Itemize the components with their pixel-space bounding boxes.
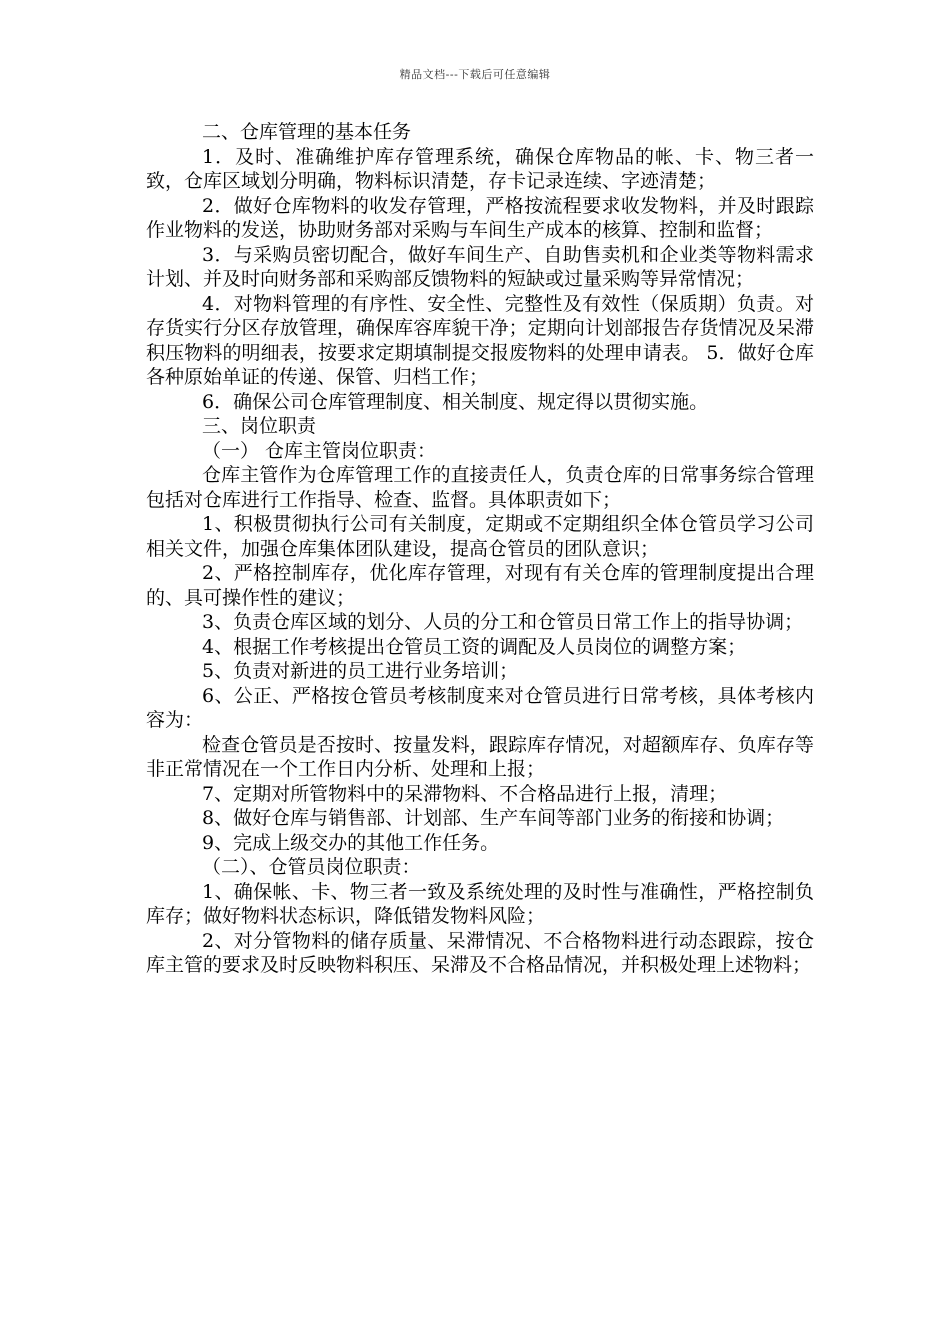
paragraph: 6、公正、严格按仓管员考核制度来对仓管员进行日常考核，具体考核内容为： <box>146 684 814 731</box>
section-heading-basic-tasks: 二、仓库管理的基本任务 <box>202 121 412 143</box>
paragraph: 5、负责对新进的员工进行业务培训； <box>202 660 519 682</box>
paragraph: 3．与采购员密切配合，做好车间生产、自助售卖机和企业类等物料需求计划、并及时向财务部和采购部反馈物料的短缺或过量采购等异常情况； <box>146 243 814 290</box>
document-body <box>146 120 814 978</box>
paragraph: 4、根据工作考核提出仓管员工资的调配及人员岗位的调整方案； <box>202 635 747 658</box>
paragraph: 2、对分管物料的储存质量、呆滞情况、不合格物料进行动态跟踪，按仓库主管的要求及时反映物料积压、呆滞及不合格品情况，并积极处理上述物料； <box>146 929 814 976</box>
paragraph: 1．及时、准确维护库存管理系统，确保仓库物品的帐、卡、物三者一致，仓库区域划分明确，物料标识清楚，存卡记录连续、字迹清楚； <box>146 145 814 192</box>
paragraph: 9、完成上级交办的其他工作任务。 <box>202 831 500 854</box>
paragraph: 2．做好仓库物料的收发存管理，严格按流程要求收发物料，并及时跟踪作业物料的发送，协助财务部对采购与车间生产成本的核算、控制和监督； <box>146 194 814 241</box>
subsection-heading-supervisor: （一） 仓库主管岗位职责： <box>202 439 437 462</box>
paragraph: 3、负责仓库区域的划分、人员的分工和仓管员日常工作上的指导协调； <box>202 611 804 633</box>
paragraph: 2、严格控制库存，优化库存管理，对现有有关仓库的管理制度提出合理的、具可操作性的建议； <box>146 562 814 609</box>
paragraph: 8、做好仓库与销售部、计划部、生产车间等部门业务的衔接和协调； <box>202 807 785 829</box>
paragraph: 7、定期对所管物料中的呆滞物料、不合格品进行上报，清理； <box>202 782 728 805</box>
paragraph: 1、积极贯彻执行公司有关制度，定期或不定期组织全体仓管员学习公司相关文件，加强仓库集体团队建设，提高仓管员的团队意识； <box>146 513 814 560</box>
paragraph: 6．确保公司仓库管理制度、相关制度、规定得以贯彻实施。 <box>202 390 709 413</box>
paragraph: 4．对物料管理的有序性、安全性、完整性及有效性（保质期）负责。对存货实行分区存放管理，确保库容库貌干净；定期向计划部报告存货情况及呆滞积压物料的明细表，按要求定期填制提交报废物料的处理申请表。 5．做好仓库各种原始单证的传递、保管、归档工作； <box>146 292 814 388</box>
subsection-heading-keeper: （二）、仓管员岗位职责： <box>202 856 421 878</box>
page-header: 精品文档---下载后可任意编辑 <box>399 68 551 81</box>
section-heading-job-duties: 三、岗位职责 <box>202 415 317 437</box>
paragraph: 仓库主管作为仓库管理工作的直接责任人，负责仓库的日常事务综合管理包括对仓库进行工作指导、检查、监督。具体职责如下； <box>146 464 814 511</box>
paragraph: 1、确保帐、卡、物三者一致及系统处理的及时性与准确性，严格控制负库存；做好物料状态标识，降低错发物料风险； <box>146 880 814 927</box>
paragraph: 检查仓管员是否按时、按量发料，跟踪库存情况，对超额库存、负库存等非正常情况在一个工作日内分析、处理和上报； <box>146 733 814 780</box>
